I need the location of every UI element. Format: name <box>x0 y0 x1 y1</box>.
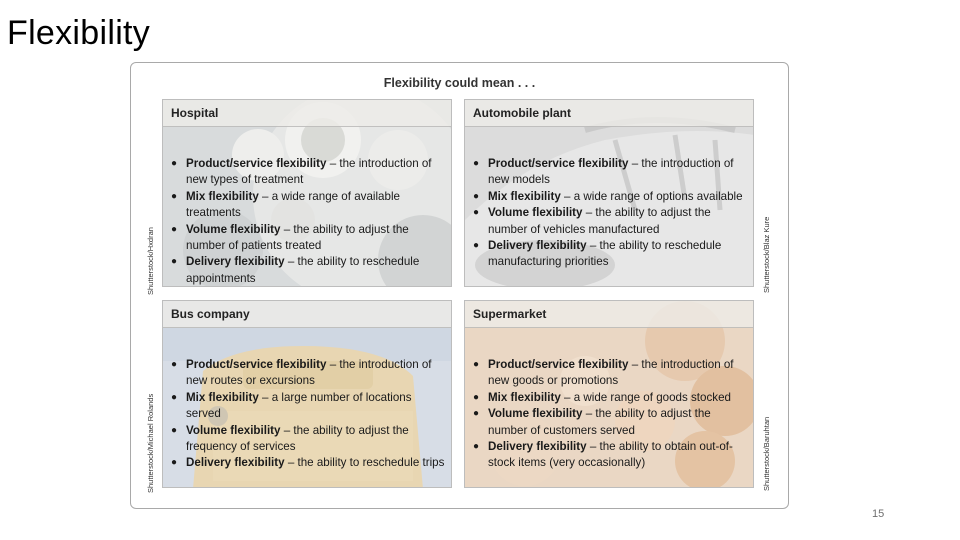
flexibility-list <box>171 357 445 472</box>
list-item: ● Delivery flexibility – the ability to reschedule appointments <box>171 254 445 287</box>
panel-title: Hospital <box>163 100 451 127</box>
flexibility-list <box>473 357 747 472</box>
flexibility-figure <box>130 62 789 509</box>
list-item: ● Volume flexibility – the ability to adjust the number of patients treated <box>171 222 445 255</box>
list-item: ● Volume flexibility – the ability to adjust the number of customers served <box>473 406 747 439</box>
list-item: ● Mix flexibility – a large number of locations served <box>171 390 445 423</box>
panel-title: Supermarket <box>465 301 753 328</box>
list-item: ● Mix flexibility – a wide range of options available <box>473 189 747 205</box>
list-item: ● Mix flexibility – a wide range of available treatments <box>171 189 445 222</box>
flexibility-list <box>473 156 747 271</box>
panel-supermarket <box>464 300 754 488</box>
photo-credit-supermarket: Shutterstock/Baruhtan <box>762 416 771 491</box>
list-item: ● Product/service flexibility – the introduction of new types of treatment <box>171 156 445 189</box>
list-item: ● Product/service flexibility – the introduction of new goods or promotions <box>473 357 747 390</box>
page-number: 15 <box>872 508 885 520</box>
photo-credit-bus: Shutterstock/Michael Rolands <box>146 393 155 493</box>
list-item: ● Product/service flexibility – the introduction of new routes or excursions <box>171 357 445 390</box>
panel-title: Automobile plant <box>465 100 753 127</box>
list-item: ● Volume flexibility – the ability to adjust the number of vehicles manufactured <box>473 205 747 238</box>
photo-credit-hospital: Shutterstock/Hxdran <box>146 227 155 295</box>
photo-credit-automobile: Shutterstock/Blaz Kure <box>762 216 771 293</box>
panel-bus-company <box>162 300 452 488</box>
panel-title: Bus company <box>163 301 451 328</box>
list-item: ● Product/service flexibility – the introduction of new models <box>473 156 747 189</box>
list-item: ● Delivery flexibility – the ability to reschedule manufacturing priorities <box>473 238 747 271</box>
list-item: ● Mix flexibility – a wide range of goods stocked <box>473 390 747 406</box>
list-item: ● Delivery flexibility – the ability to obtain out-of-stock items (very occasionally) <box>473 439 747 472</box>
figure-heading: Flexibility could mean . . . <box>383 76 536 90</box>
flexibility-list <box>171 156 445 287</box>
panel-automobile-plant <box>464 99 754 287</box>
list-item: ● Delivery flexibility – the ability to reschedule trips <box>171 455 445 471</box>
slide-title: Flexibility <box>7 14 151 52</box>
list-item: ● Volume flexibility – the ability to adjust the frequency of services <box>171 423 445 456</box>
panel-hospital <box>162 99 452 287</box>
